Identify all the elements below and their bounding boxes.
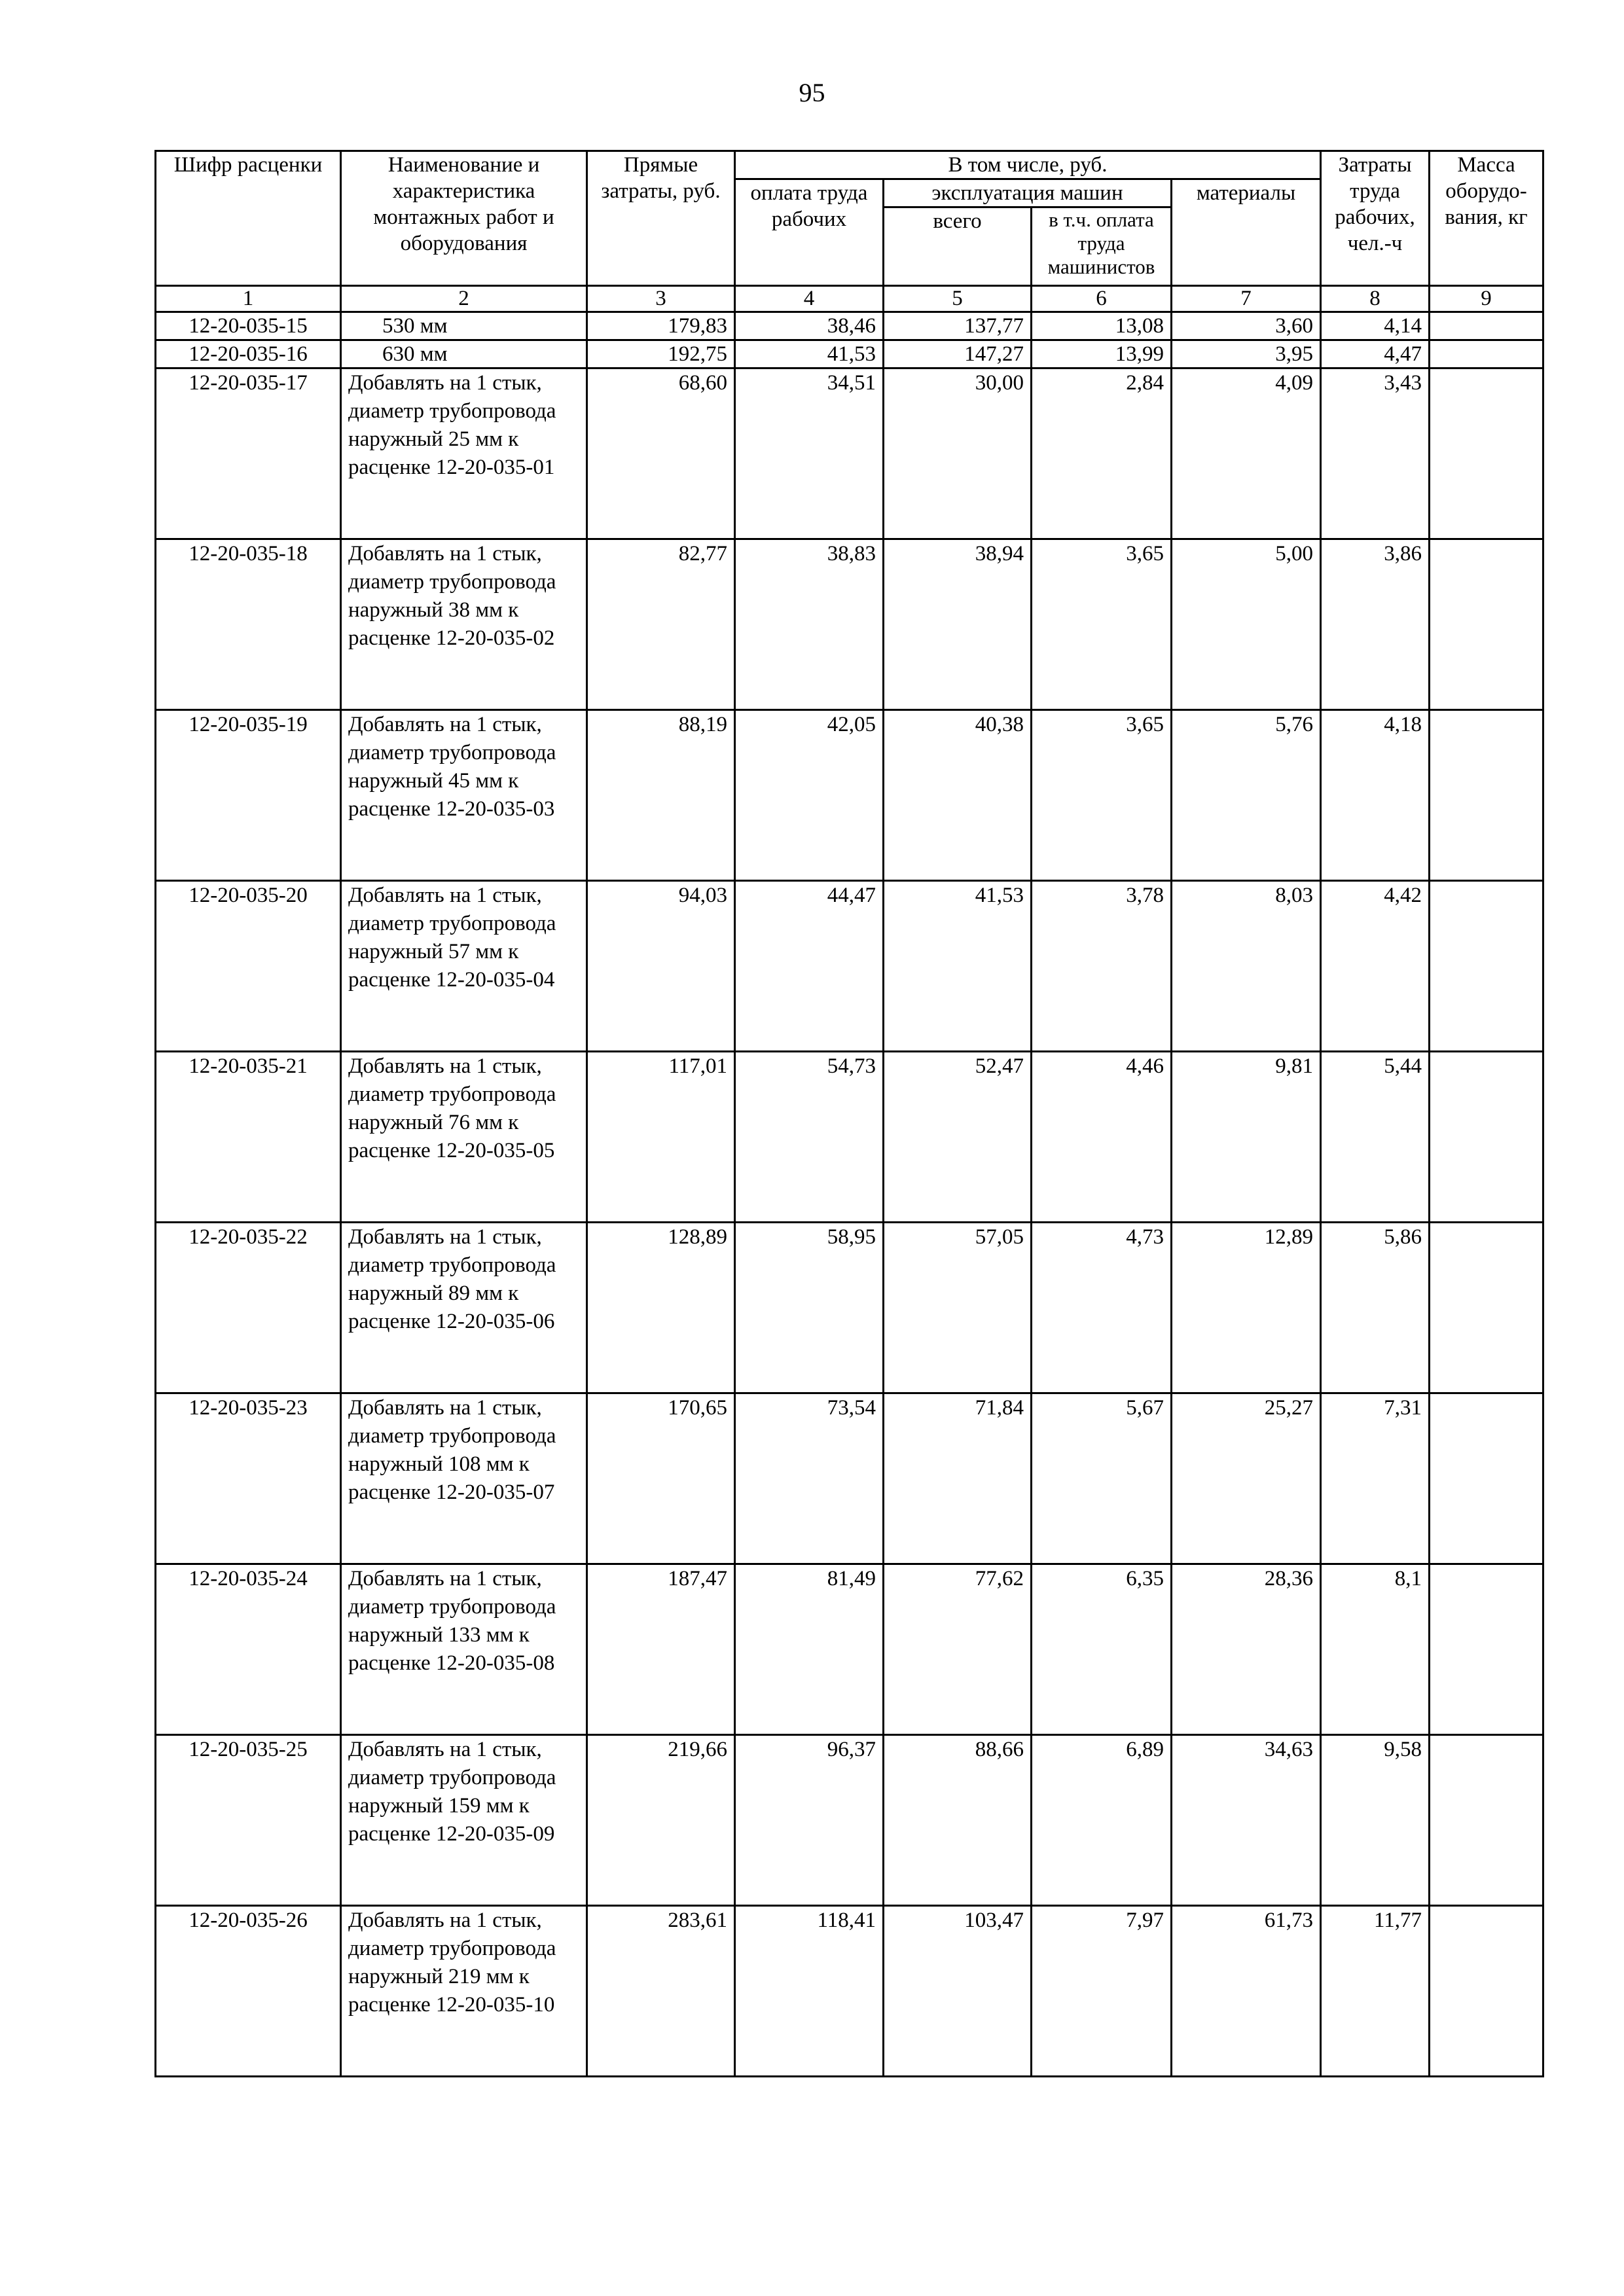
rate-code-cell: 12-20-035-19 [156,710,341,881]
column-number: 9 [1430,286,1543,312]
rate-code-cell: 12-20-035-21 [156,1052,341,1223]
wages-cell: 34,51 [735,368,884,539]
machines-total-cell: 57,05 [884,1223,1032,1393]
equipment-mass-cell [1430,368,1543,539]
header-machine-operation: эксплуатация машин [884,179,1172,207]
wages-cell: 38,83 [735,539,884,710]
equipment-mass-cell [1430,312,1543,340]
materials-cell: 61,73 [1172,1906,1321,2077]
machinist-wages-cell: 3,65 [1032,539,1172,710]
table-row [156,1052,1543,1223]
machinist-wages-cell: 13,08 [1032,312,1172,340]
direct-costs-cell: 117,01 [587,1052,735,1223]
equipment-mass-cell [1430,1906,1543,2077]
rate-code-cell: 12-20-035-18 [156,539,341,710]
rate-code-cell: 12-20-035-26 [156,1906,341,2077]
equipment-mass-cell [1430,1393,1543,1564]
header-equipment-mass: Масса оборудо-вания, кг [1430,151,1543,286]
table-row [156,1906,1543,2077]
materials-cell: 5,00 [1172,539,1321,710]
column-number: 7 [1172,286,1321,312]
labor-costs-cell: 5,86 [1321,1223,1430,1393]
table-body [156,312,1543,2077]
page-number: 95 [799,78,825,107]
materials-cell: 3,95 [1172,340,1321,368]
machines-total-cell: 30,00 [884,368,1032,539]
equipment-mass-cell [1430,710,1543,881]
equipment-mass-cell [1430,539,1543,710]
rate-code-cell: 12-20-035-24 [156,1564,341,1735]
labor-costs-cell: 9,58 [1321,1735,1430,1906]
column-number: 2 [341,286,587,312]
machines-total-cell: 41,53 [884,881,1032,1052]
table-row [156,368,1543,539]
header-code: Шифр расценки [156,151,341,286]
direct-costs-cell: 94,03 [587,881,735,1052]
wages-cell: 38,46 [735,312,884,340]
machinist-wages-cell: 6,35 [1032,1564,1172,1735]
table-row [156,312,1543,340]
header-direct-costs: Прямые затраты, руб. [587,151,735,286]
labor-costs-cell: 3,86 [1321,539,1430,710]
rate-code-cell: 12-20-035-25 [156,1735,341,1906]
table-row [156,1223,1543,1393]
work-description-cell: Добавлять на 1 стык, диаметр трубопровода наружный 38 мм к расценке 12-20-035-02 [341,539,587,710]
materials-cell: 25,27 [1172,1393,1321,1564]
materials-cell: 5,76 [1172,710,1321,881]
table-row [156,881,1543,1052]
machinist-wages-cell: 3,78 [1032,881,1172,1052]
machines-total-cell: 38,94 [884,539,1032,710]
work-description-cell: 530 мм [341,312,587,340]
table-row [156,340,1543,368]
machines-total-cell: 147,27 [884,340,1032,368]
rate-code-cell: 12-20-035-22 [156,1223,341,1393]
header-labor-costs: Затраты труда рабочих, чел.-ч [1321,151,1430,286]
direct-costs-cell: 192,75 [587,340,735,368]
header-machinist-wages: в т.ч. оплата труда машинистов [1032,207,1172,286]
labor-costs-cell: 4,18 [1321,710,1430,881]
table-row [156,710,1543,881]
machines-total-cell: 77,62 [884,1564,1032,1735]
materials-cell: 28,36 [1172,1564,1321,1735]
column-number: 1 [156,286,341,312]
machinist-wages-cell: 7,97 [1032,1906,1172,2077]
wages-cell: 41,53 [735,340,884,368]
wages-cell: 96,37 [735,1735,884,1906]
wages-cell: 58,95 [735,1223,884,1393]
machines-total-cell: 103,47 [884,1906,1032,2077]
machines-total-cell: 88,66 [884,1735,1032,1906]
machinist-wages-cell: 4,46 [1032,1052,1172,1223]
materials-cell: 8,03 [1172,881,1321,1052]
header-name: Наименование и характеристика монтажных работ и оборудования [341,151,587,286]
labor-costs-cell: 3,43 [1321,368,1430,539]
direct-costs-cell: 219,66 [587,1735,735,1906]
labor-costs-cell: 7,31 [1321,1393,1430,1564]
direct-costs-cell: 88,19 [587,710,735,881]
rates-table [154,150,1544,2077]
work-description-cell: Добавлять на 1 стык, диаметр трубопровода наружный 89 мм к расценке 12-20-035-06 [341,1223,587,1393]
direct-costs-cell: 179,83 [587,312,735,340]
labor-costs-cell: 8,1 [1321,1564,1430,1735]
machinist-wages-cell: 3,65 [1032,710,1172,881]
machines-total-cell: 52,47 [884,1052,1032,1223]
column-number: 5 [884,286,1032,312]
table-header [156,151,1543,312]
materials-cell: 34,63 [1172,1735,1321,1906]
wages-cell: 73,54 [735,1393,884,1564]
equipment-mass-cell [1430,1052,1543,1223]
column-number: 8 [1321,286,1430,312]
machinist-wages-cell: 5,67 [1032,1393,1172,1564]
direct-costs-cell: 283,61 [587,1906,735,2077]
rate-code-cell: 12-20-035-17 [156,368,341,539]
labor-costs-cell: 4,42 [1321,881,1430,1052]
labor-costs-cell: 11,77 [1321,1906,1430,2077]
labor-costs-cell: 5,44 [1321,1052,1430,1223]
labor-costs-cell: 4,14 [1321,312,1430,340]
direct-costs-cell: 68,60 [587,368,735,539]
wages-cell: 44,47 [735,881,884,1052]
equipment-mass-cell [1430,1735,1543,1906]
wages-cell: 81,49 [735,1564,884,1735]
header-wages: оплата труда рабочих [735,179,884,286]
equipment-mass-cell [1430,340,1543,368]
header-materials: материалы [1172,179,1321,286]
direct-costs-cell: 187,47 [587,1564,735,1735]
machinist-wages-cell: 6,89 [1032,1735,1172,1906]
work-description-cell: Добавлять на 1 стык, диаметр трубопровода наружный 108 мм к расценке 12-20-035-07 [341,1393,587,1564]
rate-code-cell: 12-20-035-20 [156,881,341,1052]
direct-costs-cell: 170,65 [587,1393,735,1564]
materials-cell: 3,60 [1172,312,1321,340]
work-description-cell: Добавлять на 1 стык, диаметр трубопровода наружный 133 мм к расценке 12-20-035-08 [341,1564,587,1735]
machines-total-cell: 40,38 [884,710,1032,881]
column-number: 3 [587,286,735,312]
wages-cell: 42,05 [735,710,884,881]
table-row [156,1564,1543,1735]
header-machines-total: всего [884,207,1032,286]
machines-total-cell: 71,84 [884,1393,1032,1564]
column-number: 4 [735,286,884,312]
wages-cell: 118,41 [735,1906,884,2077]
rate-code-cell: 12-20-035-23 [156,1393,341,1564]
labor-costs-cell: 4,47 [1321,340,1430,368]
work-description-cell: Добавлять на 1 стык, диаметр трубопровода наружный 45 мм к расценке 12-20-035-03 [341,710,587,881]
column-number: 6 [1032,286,1172,312]
materials-cell: 12,89 [1172,1223,1321,1393]
machinist-wages-cell: 4,73 [1032,1223,1172,1393]
work-description-cell: Добавлять на 1 стык, диаметр трубопровода наружный 159 мм к расценке 12-20-035-09 [341,1735,587,1906]
machinist-wages-cell: 2,84 [1032,368,1172,539]
equipment-mass-cell [1430,1564,1543,1735]
work-description-cell: Добавлять на 1 стык, диаметр трубопровода наружный 219 мм к расценке 12-20-035-10 [341,1906,587,2077]
table-row [156,1393,1543,1564]
work-description-cell: Добавлять на 1 стык, диаметр трубопровода наружный 25 мм к расценке 12-20-035-01 [341,368,587,539]
work-description-cell: 630 мм [341,340,587,368]
table-row [156,539,1543,710]
machines-total-cell: 137,77 [884,312,1032,340]
rate-code-cell: 12-20-035-16 [156,340,341,368]
header-including: В том числе, руб. [735,151,1321,179]
table-row [156,1735,1543,1906]
materials-cell: 4,09 [1172,368,1321,539]
wages-cell: 54,73 [735,1052,884,1223]
equipment-mass-cell [1430,1223,1543,1393]
rate-code-cell: 12-20-035-15 [156,312,341,340]
materials-cell: 9,81 [1172,1052,1321,1223]
work-description-cell: Добавлять на 1 стык, диаметр трубопровода наружный 76 мм к расценке 12-20-035-05 [341,1052,587,1223]
direct-costs-cell: 82,77 [587,539,735,710]
machinist-wages-cell: 13,99 [1032,340,1172,368]
column-number-row [156,286,1543,312]
direct-costs-cell: 128,89 [587,1223,735,1393]
work-description-cell: Добавлять на 1 стык, диаметр трубопровода наружный 57 мм к расценке 12-20-035-04 [341,881,587,1052]
equipment-mass-cell [1430,881,1543,1052]
